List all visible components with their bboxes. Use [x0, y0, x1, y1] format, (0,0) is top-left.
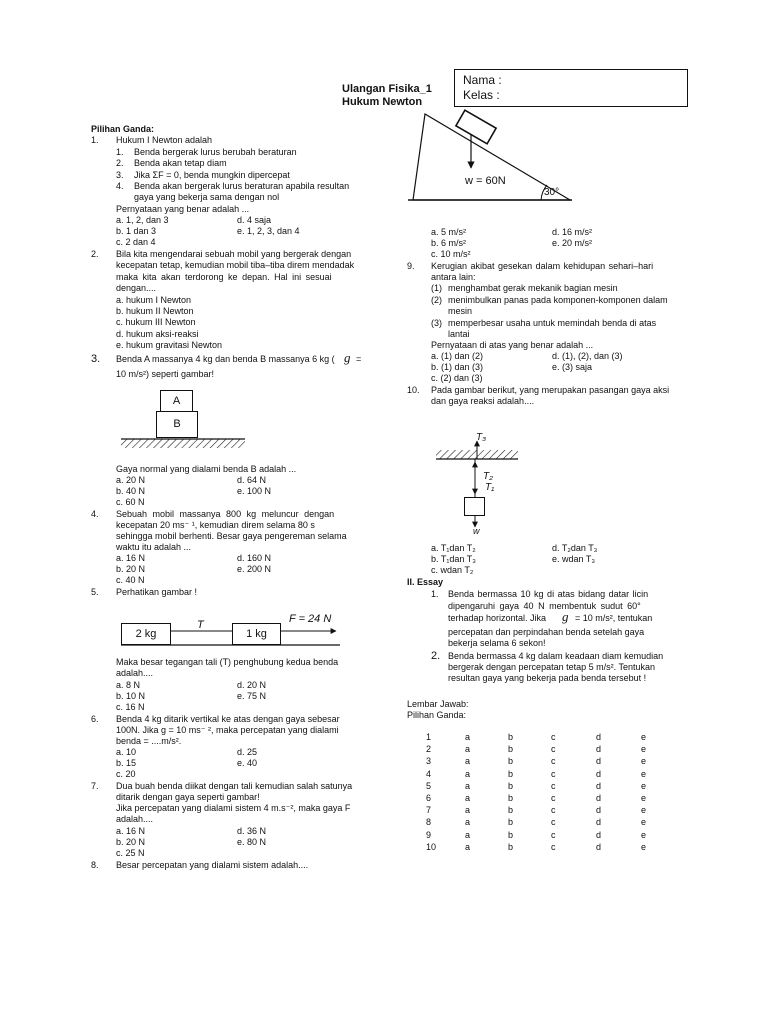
answer-option-d[interactable]: d [596, 841, 602, 852]
answer-option-a[interactable]: a [465, 793, 471, 803]
q3-line-1: Benda A massanya 4 kg dan benda B massanya 6 kg ( [116, 354, 335, 364]
answer-option-a[interactable]: a [465, 732, 471, 742]
q4-line-3: sehingga mobil berhenti. Besar gaya pengereman selama [116, 531, 347, 541]
q1-s2-num: 2. [116, 158, 124, 168]
q1-statement-1: Benda bergerak lurus berubah beraturan [134, 147, 297, 157]
answer-option-e[interactable]: e [641, 841, 647, 852]
answer-option-e[interactable]: e [641, 732, 647, 742]
q4-line-4: waktu itu adalah ... [116, 542, 192, 552]
answer-option-a[interactable]: a [465, 805, 471, 816]
q2-line-3: maka kita akan terdorong ke depan. Hal ini sesuai [116, 272, 332, 282]
essay-1-g-symbol: g [562, 609, 569, 624]
q8-number: 8. [91, 860, 99, 870]
q9-line-2: antara lain: [431, 272, 476, 282]
q3-number: 3. [91, 353, 101, 365]
q1-option-d[interactable]: d. 4 saja [237, 215, 272, 225]
answer-option-b[interactable]: b [508, 768, 514, 779]
essay-1-line-3a: terhadap horizontal. Jika [448, 613, 547, 623]
q7-line-3: Jika percepatan yang dialami sistem 4 m.s⁻², maka gaya F [116, 803, 351, 813]
section-essay: II. Essay [407, 577, 444, 587]
answer-option-e[interactable]: e [641, 805, 647, 816]
q1-option-c[interactable]: c. 2 dan 4 [116, 237, 156, 247]
answer-option-c[interactable]: c [551, 744, 556, 755]
q8-option-b[interactable]: b. 6 m/s² [431, 238, 467, 248]
q9-number: 9. [407, 261, 415, 271]
answer-option-d[interactable]: d [596, 805, 602, 816]
q9-option-b[interactable]: b. (1) dan (3) [431, 362, 484, 372]
q1-s1-num: 1. [116, 147, 124, 157]
answer-option-d[interactable]: d [596, 756, 602, 767]
q7-option-b[interactable]: b. 20 N [116, 837, 146, 847]
answer-option-b[interactable]: b [508, 841, 514, 852]
q6-number: 6. [91, 714, 99, 724]
q9-prompt: Pernyataan di atas yang benar adalah ... [431, 340, 594, 350]
answer-option-c[interactable]: c [551, 793, 556, 803]
answer-option-b[interactable]: b [508, 756, 514, 767]
answer-option-e[interactable]: e [641, 768, 647, 779]
q3-option-d[interactable]: d. 64 N [237, 475, 267, 485]
answer-option-c[interactable]: c [551, 841, 556, 852]
answer-row-number: 10 [426, 841, 437, 852]
q2-option-c[interactable]: c. hukum III Newton [116, 317, 196, 327]
q8-option-e[interactable]: e. 20 m/s² [552, 238, 593, 248]
q1-number: 1. [91, 135, 99, 145]
q9-item-2a: menimbulkan panas pada komponen-komponen dalam [448, 295, 668, 305]
q2-line-2: kecepatan tetap, kemudian mobil tiba–tiba direm mendadak [116, 260, 355, 270]
q7-line-4: adalah.... [116, 814, 154, 824]
q1-statement-4b: gaya yang bekerja sama dengan nol [134, 192, 280, 202]
incline-angle-arc [541, 185, 547, 200]
essay-2-line-1: Benda bermassa 4 kg dalam keadaan diam kemudian [448, 651, 664, 661]
q3-option-e[interactable]: e. 100 N [237, 486, 272, 496]
q6-line-1: Benda 4 kg ditarik vertikal ke atas dengan gaya sebesar [116, 714, 340, 724]
q5-option-a[interactable]: a. 8 N [116, 680, 141, 690]
q6-line-3: benda = ....m/s². [116, 736, 182, 746]
q5-line-1: Maka besar tegangan tali (T) penghubung kedua benda [116, 657, 339, 667]
block-a-label: A [172, 395, 181, 407]
q3-option-b[interactable]: b. 40 N [116, 486, 146, 496]
answer-sheet-subtitle: Pilihan Ganda: [407, 710, 467, 720]
q3-option-a[interactable]: a. 20 N [116, 475, 146, 485]
q1-option-b[interactable]: b. 1 dan 3 [116, 226, 157, 236]
exam-title: Ulangan Fisika_1 [342, 83, 432, 95]
class-label: Kelas : [463, 88, 500, 102]
essay-2-line-2: bergerak dengan percepatan tetap 5 m/s². Tentukan [448, 662, 655, 672]
answer-option-a[interactable]: a [465, 744, 471, 755]
q6-option-b[interactable]: b. 15 [116, 758, 137, 768]
answer-option-a[interactable]: a [465, 780, 471, 791]
q9-item-3b: lantai [448, 329, 470, 339]
answer-option-a[interactable]: a [465, 829, 471, 840]
q8-option-d[interactable]: d. 16 m/s² [552, 227, 593, 237]
answer-option-d[interactable]: d [596, 793, 602, 803]
q1-s3-num: 3. [116, 170, 124, 180]
q2-number: 2. [91, 249, 99, 259]
answer-option-e[interactable]: e [641, 817, 647, 828]
q4-number: 4. [91, 509, 99, 519]
q8-stem: Besar percepatan yang dialami sistem adalah.... [116, 860, 309, 870]
mass-1kg-label: 1 kg [246, 628, 267, 640]
q10-number: 10. [407, 385, 420, 395]
essay-2-number: 2. [431, 650, 441, 662]
q10-option-e[interactable]: e. wdan T₃ [552, 554, 596, 564]
answer-option-a[interactable]: a [465, 841, 471, 852]
section-multiple-choice: Pilihan Ganda: [91, 124, 155, 134]
q4-line-2: kecepatan 20 ms⁻ ¹, kemudian direm selama 80 s [116, 520, 315, 530]
answer-option-b[interactable]: b [508, 805, 514, 816]
q1-stem: Hukum I Newton adalah [116, 135, 213, 145]
answer-option-b[interactable]: b [508, 793, 514, 803]
q7-option-a[interactable]: a. 16 N [116, 826, 146, 836]
q7-option-c[interactable]: c. 25 N [116, 848, 145, 858]
essay-1-line-1: Benda bermassa 10 kg di atas bidang datar licin [448, 589, 649, 599]
q7-option-d[interactable]: d. 36 N [237, 826, 267, 836]
q3-ground-hatch [121, 439, 245, 448]
mass-2kg-label: 2 kg [135, 628, 157, 640]
tension-t1-label: T₁ [485, 482, 495, 493]
q4-option-e[interactable]: e. 200 N [237, 564, 272, 574]
q1-s4-num: 4. [116, 181, 124, 191]
answer-row-number: 5 [426, 780, 432, 791]
answer-option-e[interactable]: e [641, 793, 647, 803]
answer-option-b[interactable]: b [508, 817, 514, 828]
block-b-label: B [173, 418, 181, 430]
answer-option-b[interactable]: b [508, 780, 514, 791]
answer-option-d[interactable]: d [596, 768, 602, 779]
q6-option-c[interactable]: c. 20 [116, 769, 136, 779]
answer-row-number: 6 [426, 793, 432, 803]
answer-option-d[interactable]: d [596, 780, 602, 791]
q3-line-2: 10 m/s²) seperti gambar! [116, 369, 215, 379]
q1-prompt: Pernyataan yang benar adalah ... [116, 204, 250, 214]
exam-subtitle: Hukum Newton [342, 96, 423, 108]
q2-option-e[interactable]: e. hukum gravitasi Newton [116, 340, 223, 350]
q4-line-1: Sebuah mobil massanya 800 kg meluncur dengan [116, 509, 335, 519]
name-label: Nama : [463, 73, 502, 87]
answer-option-c[interactable]: c [551, 829, 556, 840]
q10-option-c[interactable]: c. wdan T₂ [431, 565, 474, 575]
tension-t2-label: T₂ [483, 471, 493, 482]
answer-option-d[interactable]: d [596, 732, 602, 742]
answer-option-b[interactable]: b [508, 829, 514, 840]
q2-line-4: dengan.... [116, 283, 157, 293]
answer-option-e[interactable]: e [641, 780, 647, 791]
q10-line-1: Pada gambar berikut, yang merupakan pasangan gaya aksi [431, 385, 670, 395]
essay-1-number: 1. [431, 589, 439, 599]
q10-option-a[interactable]: a. T₁dan T₂ [431, 543, 476, 553]
q6-option-d[interactable]: d. 25 [237, 747, 258, 757]
answer-option-e[interactable]: e [641, 829, 647, 840]
incline-weight-label: w = 60N [465, 175, 506, 187]
q9-line-1: Kerugian akibat gesekan dalam kehidupan sehari–hari [431, 261, 654, 271]
q3-prompt: Gaya normal yang dialami benda B adalah ... [116, 464, 297, 474]
answer-row-number: 2 [426, 744, 432, 755]
q10-option-b[interactable]: b. T₁dan T₃ [431, 554, 476, 564]
q7-option-e[interactable]: e. 80 N [237, 837, 267, 847]
q8-option-c[interactable]: c. 10 m/s² [431, 249, 471, 259]
essay-1-line-5: bekerja selama 6 sekon! [448, 638, 546, 648]
q3-equals: = [356, 354, 362, 364]
q4-option-b[interactable]: b. 20 N [116, 564, 146, 574]
q9-option-d[interactable]: d. (1), (2), dan (3) [552, 351, 623, 361]
answer-option-a[interactable]: a [465, 756, 471, 767]
answer-option-d[interactable]: d [596, 744, 602, 755]
answer-option-a[interactable]: a [465, 768, 471, 779]
essay-2-line-3: resultan gaya yang bekerja pada benda tersebut ! [448, 673, 647, 683]
q1-statement-2: Benda akan tetap diam [134, 158, 227, 168]
answer-option-c[interactable]: c [551, 756, 556, 767]
q5-stem: Perhatikan gambar ! [116, 587, 198, 597]
q6-line-2: 100N. Jika g = 10 ms⁻ ², maka percepatan yang dialami [116, 725, 339, 735]
q4-option-a[interactable]: a. 16 N [116, 553, 146, 563]
answer-row-number: 7 [426, 805, 432, 816]
q1-option-a[interactable]: a. 1, 2, dan 3 [116, 215, 169, 225]
q9-item-2-num: (2) [431, 295, 442, 305]
answer-option-e[interactable]: e [641, 756, 647, 767]
q1-option-e[interactable]: e. 1, 2, 3, dan 4 [237, 226, 300, 236]
q5-line-2: adalah.... [116, 668, 154, 678]
force-label: F = 24 N [289, 613, 332, 625]
q9-item-2b: mesin [448, 306, 473, 316]
q9-item-3-num: (3) [431, 318, 442, 328]
answer-sheet-title: Lembar Jawab: [407, 699, 469, 709]
q9-option-c[interactable]: c. (2) dan (3) [431, 373, 483, 383]
essay-1-line-2: dipengaruhi gaya 40 N membentuk sudut 60° [448, 601, 641, 611]
essay-1-line-3b: = 10 m/s², tentukan [575, 613, 653, 623]
q8-option-a[interactable]: a. 5 m/s² [431, 227, 467, 237]
answer-row-number: 1 [426, 732, 432, 742]
q6-option-e[interactable]: e. 40 [237, 758, 258, 768]
answer-option-b[interactable]: b [508, 744, 514, 755]
tension-label: T [197, 619, 204, 631]
answer-option-e[interactable]: e [641, 744, 647, 755]
q7-line-2: ditarik dengan gaya seperti gambar! [116, 792, 260, 802]
answer-option-c[interactable]: c [551, 732, 556, 742]
q9-option-e[interactable]: e. (3) saja [552, 362, 593, 372]
q5-option-d[interactable]: d. 20 N [237, 680, 267, 690]
q5-number: 5. [91, 587, 99, 597]
tension-t3-label: T₃ [476, 432, 487, 443]
q10-option-d[interactable]: d. T₂dan T₃ [552, 543, 598, 553]
q2-line-1: Bila kita mengendarai sebuah mobil yang bergerak dengan [116, 249, 352, 259]
q2-option-d[interactable]: d. hukum aksi-reaksi [116, 329, 199, 339]
incline-block [456, 110, 496, 144]
answer-option-c[interactable]: c [551, 805, 556, 816]
q5-option-c[interactable]: c. 16 N [116, 702, 145, 712]
answer-row-number: 8 [426, 817, 432, 828]
q5-option-e[interactable]: e. 75 N [237, 691, 267, 701]
q3-option-c[interactable]: c. 60 N [116, 497, 145, 507]
q2-option-a[interactable]: a. hukum I Newton [116, 295, 192, 305]
q4-option-d[interactable]: d. 160 N [237, 553, 272, 563]
answer-row-number: 3 [426, 756, 432, 767]
q1-statement-4a: Benda akan bergerak lurus beraturan apabila resultan [134, 181, 350, 191]
q10-line-2: dan gaya reaksi adalah.... [431, 396, 535, 406]
q6-option-a[interactable]: a. 10 [116, 747, 137, 757]
q9-option-a[interactable]: a. (1) dan (2) [431, 351, 484, 361]
answer-option-c[interactable]: c [551, 768, 556, 779]
answer-option-c[interactable]: c [551, 817, 556, 828]
q3-g-symbol: g [344, 350, 351, 365]
q7-number: 7. [91, 781, 99, 791]
answer-row-number: 4 [426, 768, 432, 779]
q9-item-3a: memperbesar usaha untuk memindah benda di atas [448, 318, 657, 328]
q9-item-1-num: (1) [431, 283, 442, 293]
q2-option-b[interactable]: b. hukum II Newton [116, 306, 194, 316]
q4-option-c[interactable]: c. 40 N [116, 575, 145, 585]
answer-option-c[interactable]: c [551, 780, 556, 791]
answer-option-d[interactable]: d [596, 829, 602, 840]
answer-option-a[interactable]: a [465, 817, 471, 828]
incline-angle-label: 30° [544, 187, 560, 198]
answer-row-number: 9 [426, 829, 432, 840]
q5-option-b[interactable]: b. 10 N [116, 691, 146, 701]
answer-option-b[interactable]: b [508, 732, 514, 742]
essay-1-line-4: percepatan dan perpindahan benda setelah gaya [448, 627, 645, 637]
answer-option-d[interactable]: d [596, 817, 602, 828]
hanging-weight-label: w [473, 526, 480, 536]
q9-item-1: menghambat gerak mekanik bagian mesin [448, 283, 618, 293]
q1-statement-3: Jika ΣF = 0, benda mungkin dipercepat [134, 170, 290, 180]
q7-line-1: Dua buah benda diikat dengan tali kemudian salah satunya [116, 781, 353, 791]
